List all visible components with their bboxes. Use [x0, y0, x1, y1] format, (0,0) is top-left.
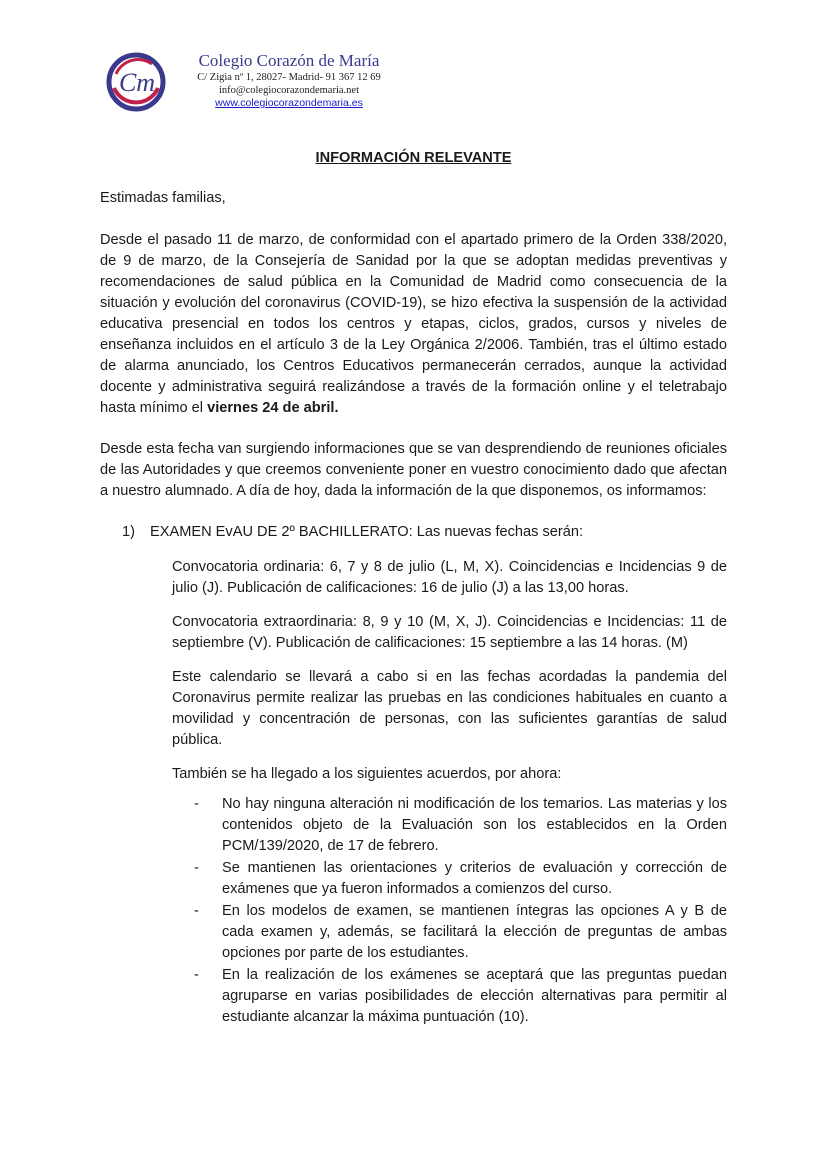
- section-number: 1): [122, 524, 135, 540]
- convocatoria-extraordinaria: Convocatoria extraordinaria: 8, 9 y 10 (M, X, J). Coincidencias e Incidencias: 11 de septiembre (V). Publicación de calificaciones: 15 septiembre a las 14 horas. (M): [172, 614, 727, 651]
- list-item: [194, 858, 727, 900]
- paragraph-suspension-text: Desde el pasado 11 de marzo, de conformidad con el apartado primero de la Orden 338/2020, de 9 de marzo, de la Consejería de Sanidad por la que se adoptan medidas preventivas y recomendaciones de salud pública en la Comunidad de Madrid como consecuencia de la situación y evolución del coronavirus (COVID-19), se hizo efectiva la suspensión de la actividad educativa presencial en todos los centros y etapas, ciclos, grados, cursos y niveles de enseñanza incluidos en el artículo 3 de la Ley Orgánica 2/2006. También, tras el último estado de alarma anunciado, los Centros Educativos permanecerán cerrados, aunque la actividad docente y administrativa seguirá realizándose a través de la formación online y el teletrabajo hasta mínimo el: [100, 232, 727, 416]
- list-item-text: En la realización de los exámenes se aceptará que las preguntas puedan agruparse en varias posibilidades de elección alternativas para permitir al estudiante alcanzar la máxima puntuación (10).: [222, 967, 727, 1025]
- acuerdos-intro: También se ha llegado a los siguientes acuerdos, por ahora:: [172, 766, 562, 782]
- document-title: INFORMACIÓN RELEVANTE: [315, 150, 512, 166]
- section-content: [172, 557, 727, 785]
- school-name: Colegio Corazón de María: [198, 51, 380, 70]
- bullet-marker: -: [194, 860, 199, 876]
- bullet-marker: -: [194, 903, 199, 919]
- school-logo-icon: [106, 52, 166, 112]
- paragraph-information: Desde esta fecha van surgiendo informaciones que se van desprendiendo de reuniones oficiales de las Autoridades y que creemos conveniente poner en vuestro conocimiento dado que afectan a nuestro alumnado. A día de hoy, dada la información de la que disponemos, os informamos:: [100, 441, 727, 499]
- logo-lettering: Cm: [118, 68, 156, 97]
- school-address: C/ Zigia nº 1, 28027- Madrid- 91 367 12 69: [197, 72, 381, 83]
- list-item-text: Se mantienen las orientaciones y criterios de evaluación y corrección de exámenes que ya fueron informados a comienzos del curso.: [222, 860, 727, 897]
- school-website-link[interactable]: www.colegiocorazondemaria.es: [215, 97, 363, 109]
- list-item: [194, 794, 727, 857]
- list-item-text: En los modelos de examen, se mantienen íntegras las opciones A y B de cada examen y, además, se facilitará la elección de preguntas de ambas opciones por parte de los estudiantes.: [222, 903, 727, 961]
- list-item: [194, 901, 727, 964]
- bullet-marker: -: [194, 796, 199, 812]
- bullet-marker: -: [194, 967, 199, 983]
- acuerdos-list: [194, 794, 727, 1028]
- section-heading-text: EXAMEN EvAU DE 2º BACHILLERATO: Las nuevas fechas serán:: [150, 524, 584, 540]
- section-evau: [122, 522, 727, 1028]
- section-heading: [122, 522, 727, 543]
- calendario-note: Este calendario se llevará a cabo si en las fechas acordadas la pandemia del Coronavirus permite realizar las pruebas en las condiciones habituales en cuanto a movilidad y concentración de personas, con las suficientes garantías de salud pública.: [172, 669, 727, 748]
- convocatoria-ordinaria: Convocatoria ordinaria: 6, 7 y 8 de julio (L, M, X). Coincidencias e Incidencias 9 de julio (J). Publicación de calificaciones: 16 de julio (J) a las 13,00 horas.: [172, 559, 727, 596]
- document-body: [100, 188, 727, 1029]
- school-email: info@colegiocorazondemaria.net: [219, 85, 359, 96]
- paragraph-suspension: [100, 230, 727, 419]
- school-header: [184, 50, 394, 110]
- greeting: Estimadas familias,: [100, 190, 226, 206]
- list-item-text: No hay ninguna alteración ni modificación de los temarios. Las materias y los contenidos objeto de la Evaluación son los establecidos en la Orden PCM/139/2020, de 17 de febrero.: [222, 796, 727, 854]
- paragraph-suspension-date: viernes 24 de abril.: [207, 400, 339, 416]
- list-item: [194, 965, 727, 1028]
